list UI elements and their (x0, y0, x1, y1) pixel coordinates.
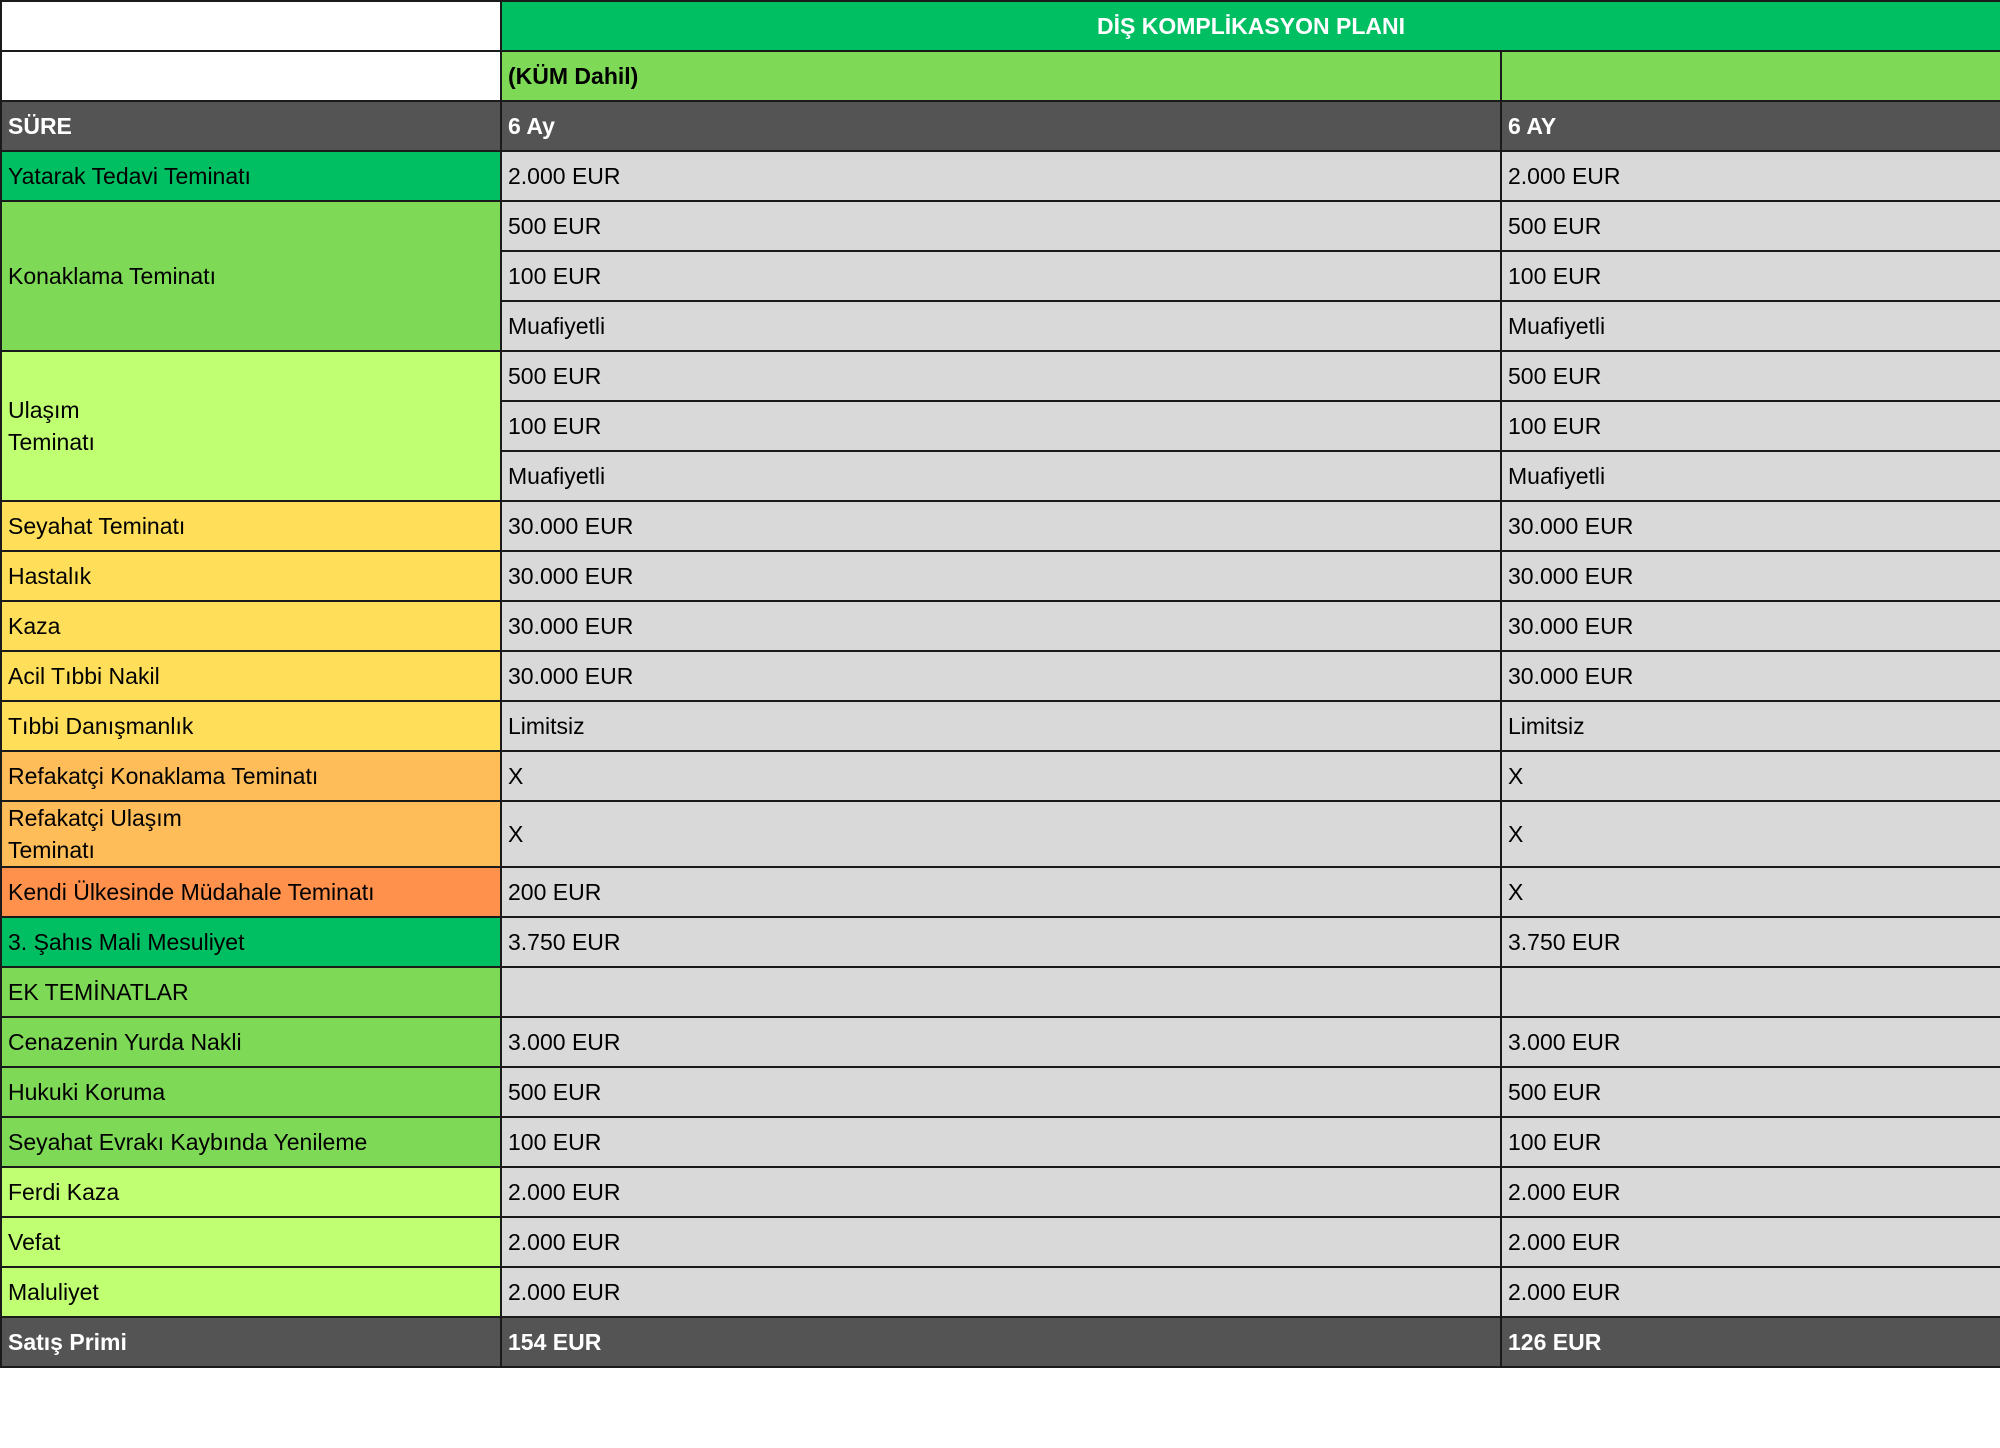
table-row (1, 1067, 2000, 1117)
table-row (1, 601, 2000, 651)
row-value-col2: 100 EUR (1501, 401, 2000, 451)
row-label: Konaklama Teminatı (1, 201, 501, 351)
table-row (1, 917, 2000, 967)
row-value-col1: 2.000 EUR (501, 151, 1501, 201)
row-value-col1: 100 EUR (501, 401, 1501, 451)
row-label-line2: Teminatı (8, 837, 95, 864)
row-value-col1: X (501, 751, 1501, 801)
plan-title: DİŞ KOMPLİKASYON PLANI (501, 1, 2000, 51)
row-value-col2: 100 EUR (1501, 251, 2000, 301)
row-value-col2: 30.000 EUR (1501, 651, 2000, 701)
row-value-col1: 3.750 EUR (501, 917, 1501, 967)
table-row (1, 1017, 2000, 1067)
duration-row (1, 101, 2000, 151)
row-label: Acil Tıbbi Nakil (1, 651, 501, 701)
row-value-col2 (1501, 967, 2000, 1017)
total-row (1, 1317, 2000, 1367)
row-value-col1: 100 EUR (501, 1117, 1501, 1167)
row-value-col2: 2.000 EUR (1501, 151, 2000, 201)
row-value-col2: 500 EUR (1501, 351, 2000, 401)
row-value-col2: Limitsiz (1501, 701, 2000, 751)
row-value-col2: X (1501, 801, 2000, 867)
row-label: Kendi Ülkesinde Müdahale Teminatı (1, 867, 501, 917)
row-label: EK TEMİNATLAR (1, 967, 501, 1017)
subtitle-row (1, 51, 2000, 101)
row-label: Ferdi Kaza (1, 1167, 501, 1217)
row-value-col1: 200 EUR (501, 867, 1501, 917)
table-row (1, 751, 2000, 801)
table-row (1, 967, 2000, 1017)
title-row (1, 1, 2000, 51)
table-row (1, 1217, 2000, 1267)
row-label (1, 801, 501, 867)
duration-col1: 6 Ay (501, 101, 1501, 151)
total-label: Satış Primi (1, 1317, 501, 1367)
row-label: Hukuki Koruma (1, 1067, 501, 1117)
duration-col2: 6 AY (1501, 101, 2000, 151)
row-value-col1: 500 EUR (501, 351, 1501, 401)
row-value-col1: 30.000 EUR (501, 601, 1501, 651)
row-value-col2: Muafiyetli (1501, 451, 2000, 501)
table-row (1, 651, 2000, 701)
row-value-col2: 30.000 EUR (1501, 551, 2000, 601)
table-row (1, 201, 2000, 251)
row-value-col2: 100 EUR (1501, 1117, 2000, 1167)
row-value-col1: 100 EUR (501, 251, 1501, 301)
table-row (1, 551, 2000, 601)
row-label: Kaza (1, 601, 501, 651)
row-value-col2: 2.000 EUR (1501, 1167, 2000, 1217)
total-col1: 154 EUR (501, 1317, 1501, 1367)
row-value-col1: 30.000 EUR (501, 551, 1501, 601)
empty-corner-cell (1, 1, 501, 51)
row-value-col2: 30.000 EUR (1501, 501, 2000, 551)
row-label: Yatarak Tedavi Teminatı (1, 151, 501, 201)
duration-label: SÜRE (1, 101, 501, 151)
row-value-col2: Muafiyetli (1501, 301, 2000, 351)
row-value-col2: 2.000 EUR (1501, 1267, 2000, 1317)
row-value-col1: 2.000 EUR (501, 1267, 1501, 1317)
row-value-col1: 2.000 EUR (501, 1217, 1501, 1267)
row-label: Refakatçi Konaklama Teminatı (1, 751, 501, 801)
row-label: Maluliyet (1, 1267, 501, 1317)
row-value-col1: 30.000 EUR (501, 651, 1501, 701)
row-value-col1: 30.000 EUR (501, 501, 1501, 551)
table-row (1, 151, 2000, 201)
plan-subtitle-col2 (1501, 51, 2000, 101)
row-label-line2: Teminatı (8, 429, 95, 455)
row-value-col2: X (1501, 867, 2000, 917)
table-row (1, 801, 2000, 867)
table-row (1, 867, 2000, 917)
empty-corner-cell (1, 51, 501, 101)
row-value-col2: 500 EUR (1501, 201, 2000, 251)
row-value-col1: 2.000 EUR (501, 1167, 1501, 1217)
row-value-col1: Muafiyetli (501, 301, 1501, 351)
total-col2: 126 EUR (1501, 1317, 2000, 1367)
row-label: Cenazenin Yurda Nakli (1, 1017, 501, 1067)
row-value-col2: 2.000 EUR (1501, 1217, 2000, 1267)
table-row (1, 701, 2000, 751)
table-row (1, 501, 2000, 551)
row-label: Hastalık (1, 551, 501, 601)
table-row (1, 1267, 2000, 1317)
row-value-col2: 500 EUR (1501, 1067, 2000, 1117)
row-value-col2: 3.000 EUR (1501, 1017, 2000, 1067)
row-label (1, 351, 501, 501)
table-row (1, 351, 2000, 401)
row-value-col2: 30.000 EUR (1501, 601, 2000, 651)
row-value-col1: 500 EUR (501, 1067, 1501, 1117)
row-value-col2: X (1501, 751, 2000, 801)
row-value-col1: Limitsiz (501, 701, 1501, 751)
row-value-col1: X (501, 801, 1501, 867)
row-label: Seyahat Teminatı (1, 501, 501, 551)
row-label-line1: Refakatçi Ulaşım (8, 805, 182, 831)
row-label: Tıbbi Danışmanlık (1, 701, 501, 751)
row-label: 3. Şahıs Mali Mesuliyet (1, 917, 501, 967)
row-value-col1: 500 EUR (501, 201, 1501, 251)
row-value-col1 (501, 967, 1501, 1017)
table-row (1, 1167, 2000, 1217)
row-value-col2: 3.750 EUR (1501, 917, 2000, 967)
row-value-col1: Muafiyetli (501, 451, 1501, 501)
row-label-line1: Ulaşım (8, 396, 80, 423)
table-row (1, 1117, 2000, 1167)
row-label: Seyahat Evrakı Kaybında Yenileme (1, 1117, 501, 1167)
row-label: Vefat (1, 1217, 501, 1267)
row-value-col1: 3.000 EUR (501, 1017, 1501, 1067)
plan-subtitle-col1: (KÜM Dahil) (501, 51, 1501, 101)
